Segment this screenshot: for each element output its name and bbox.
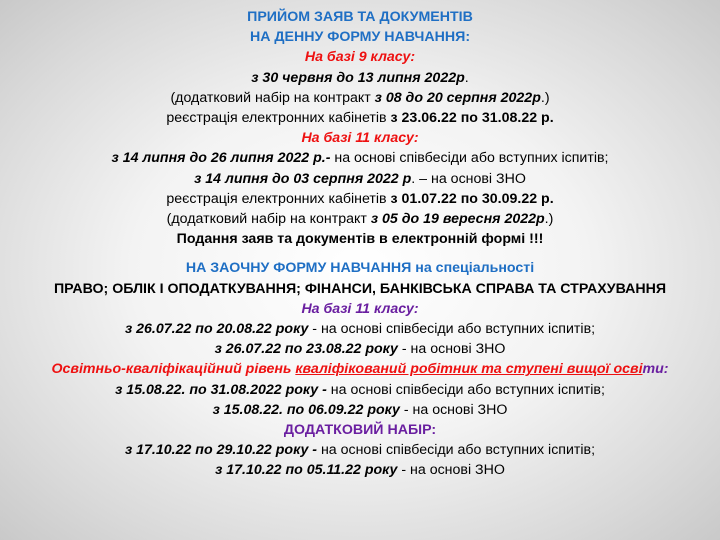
extra-prefix: (додатковий набір на контракт — [170, 89, 375, 106]
date-range: з 15.08.22. по 31.08.2022 року - — [115, 381, 327, 398]
part-time-title — [0, 258, 720, 278]
condition-text: . – на основі ЗНО — [411, 170, 526, 187]
date-range: з 08 до 20 серпня 2022р — [374, 89, 541, 106]
full-time-base9-dates — [0, 68, 720, 88]
registration-prefix: реєстрація електронних кабінетів — [166, 190, 391, 207]
condition-text: - на основі співбесіди або вступних іспитів; — [308, 321, 596, 338]
extra-suffix: .) — [544, 211, 554, 228]
part-time-okr-heading — [0, 359, 720, 379]
part-time-base11-line-2 — [0, 339, 720, 359]
date-range: з 01.07.22 по 30.09.22 р. — [390, 190, 554, 207]
part-time-okr-line-1 — [0, 380, 720, 400]
full-time-base11-heading: На базі 11 класу: — [301, 130, 419, 147]
date-range: з 14 липня до 03 серпня 2022 р — [194, 170, 412, 187]
full-time-title-line-2: НА ДЕННУ ФОРМУ НАВЧАННЯ: — [249, 29, 471, 46]
condition-text: на основі співбесіди або вступних іспитів; — [330, 150, 609, 167]
part-time-extra-line-1 — [0, 440, 720, 460]
part-time-okr-line-2 — [0, 400, 720, 420]
part-time-title-suffix: на спеціальності — [411, 260, 535, 277]
okr-heading-part-a: Освітньо-кваліфікаційний рівень — [51, 361, 296, 378]
date-range: з 23.06.22 по 31.08.22 р. — [390, 110, 554, 127]
okr-heading-part-b: кваліфікований робітник та ступені вищої осві — [295, 361, 643, 378]
date-range: з 26.07.22 по 20.08.22 року — [124, 321, 309, 338]
extra-suffix: .) — [540, 89, 550, 106]
condition-text: - на основі ЗНО — [397, 341, 506, 358]
part-time-extra-heading: ДОДАТКОВИЙ НАБІР: — [283, 422, 437, 439]
date-range: з 05 до 19 вересня 2022р — [370, 211, 545, 228]
condition-text: - на основі ЗНО — [397, 462, 505, 479]
full-time-base11-extra — [0, 209, 720, 229]
full-time-base11-registration — [0, 189, 720, 209]
full-time-base11-line-2 — [0, 169, 720, 189]
condition-text: на основі співбесіди або вступних іспитів; — [317, 442, 596, 459]
date-range: з 17.10.22 по 05.11.22 року — [215, 462, 398, 479]
condition-text: на основі співбесіди або вступних іспитів; — [326, 381, 605, 398]
full-time-title-line-1: ПРИЙОМ ЗАЯВ ТА ДОКУМЕНТІВ — [247, 9, 473, 25]
date-range: з 15.08.22. по 06.09.22 року — [212, 401, 400, 418]
part-time-title-main: НА ЗАОЧНУ ФОРМУ НАВЧАННЯ — [185, 260, 412, 277]
date-range: з 17.10.22 по 29.10.22 року - — [124, 442, 317, 459]
admission-text-block — [0, 7, 720, 481]
date-range: з 26.07.22 по 23.08.22 року — [214, 341, 398, 358]
section-gap — [0, 249, 720, 258]
part-time-base11-line-1 — [0, 319, 720, 339]
part-time-specialties: ПРАВО; ОБЛІК І ОПОДАТКУВАННЯ; ФІНАНСИ, БАНКІВСЬКА СПРАВА ТА СТРАХУВАННЯ — [53, 280, 667, 297]
full-time-base9-heading: На базі 9 класу: — [304, 49, 416, 66]
registration-prefix: реєстрація електронних кабінетів — [166, 110, 391, 127]
okr-heading-part-c: ти: — [642, 361, 669, 378]
date-range: з 14 липня до 26 липня 2022 р.- — [111, 150, 331, 167]
date-range: з 30 червня до 13 липня 2022р — [251, 69, 465, 86]
full-time-base11-line-1 — [0, 148, 720, 168]
part-time-base11-heading: На базі 11 класу: — [301, 300, 419, 317]
full-time-base9-registration — [0, 108, 720, 128]
punctuation: . — [464, 69, 469, 86]
condition-text: - на основі ЗНО — [399, 401, 508, 418]
full-time-base9-extra — [0, 88, 720, 108]
extra-prefix: (додатковий набір на контракт — [166, 211, 371, 228]
online-submission-note: Подання заяв та документів в електронній формі !!! — [176, 231, 544, 248]
part-time-extra-line-2 — [0, 460, 720, 480]
